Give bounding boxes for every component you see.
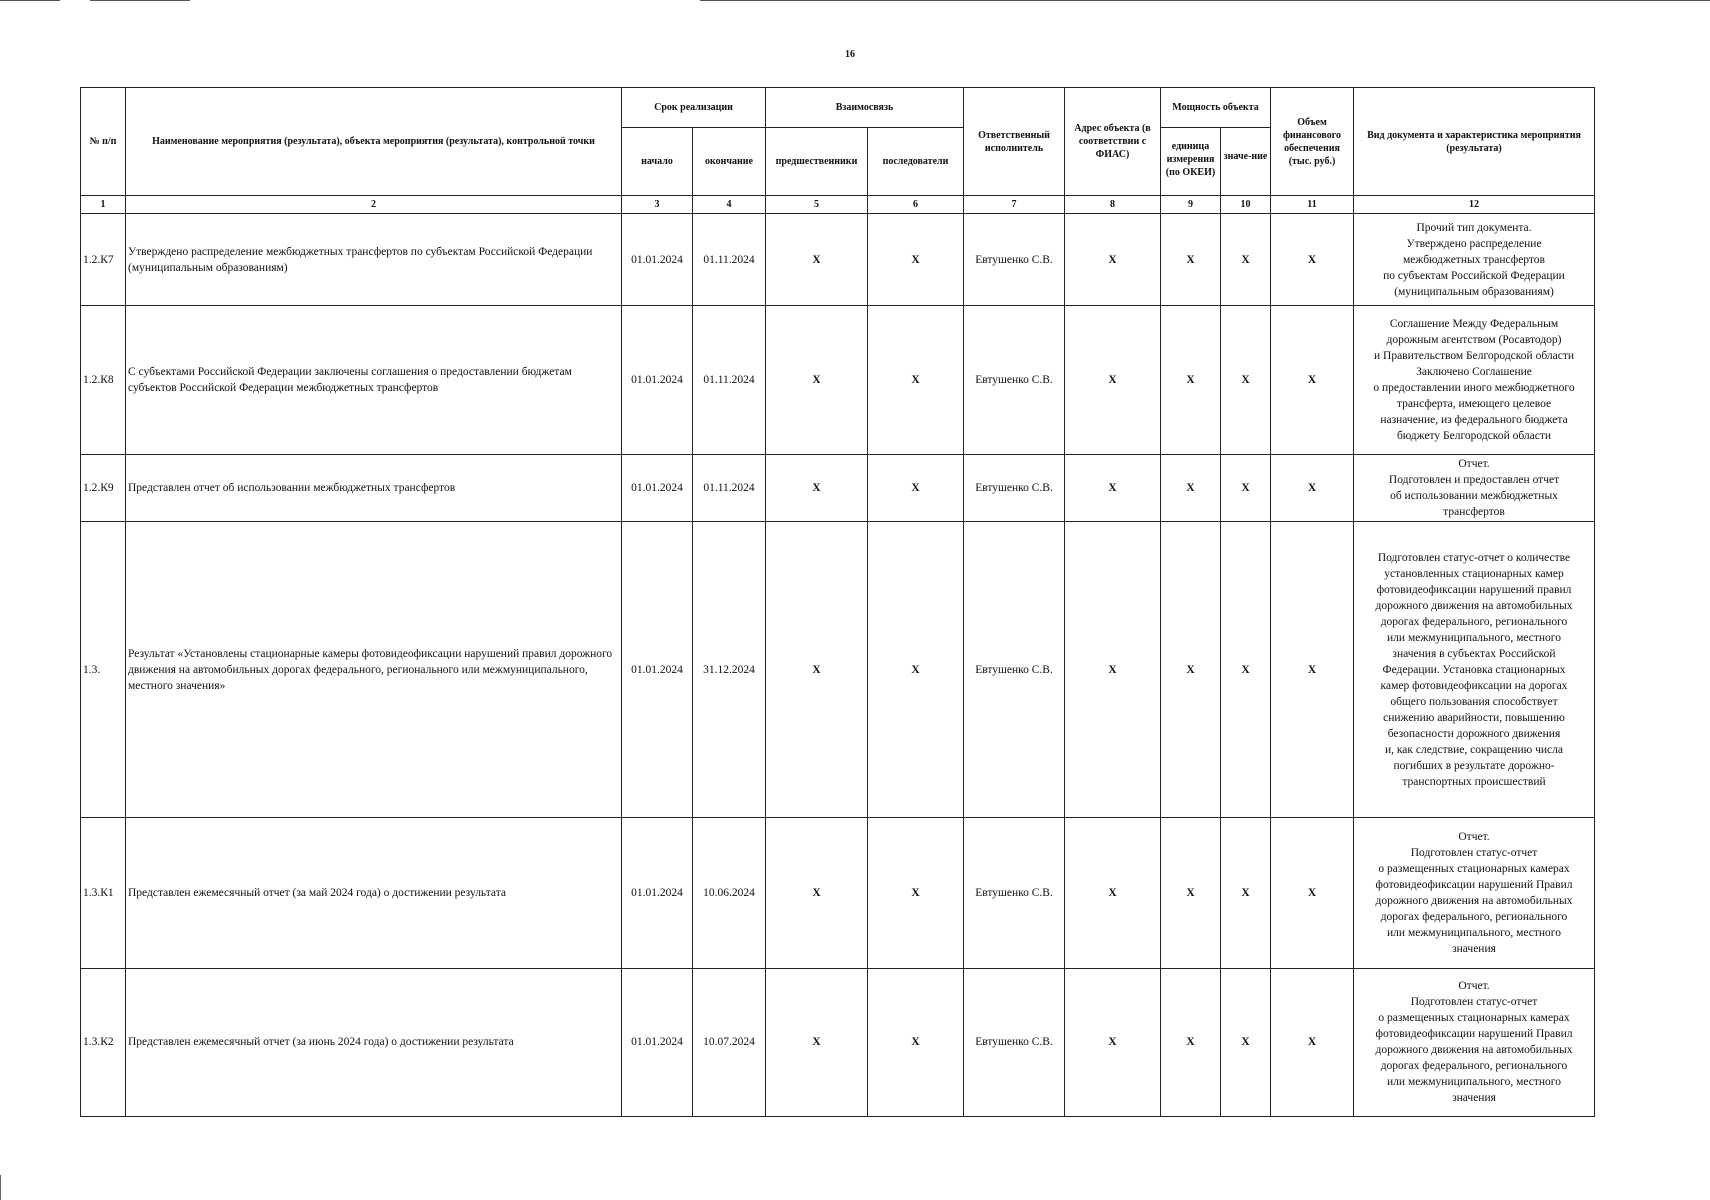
row-responsible: Евтушенко С.В. (964, 818, 1065, 968)
row-capacity-unit: X (1161, 214, 1221, 306)
row-capacity-value: X (1221, 818, 1271, 968)
row-responsible: Евтушенко С.В. (964, 968, 1065, 1116)
table-row (81, 521, 1595, 818)
row-predecessors: X (766, 968, 868, 1116)
row-successors: X (868, 454, 964, 521)
row-capacity-value: X (1221, 968, 1271, 1116)
row-successors: X (868, 214, 964, 306)
row-predecessors: X (766, 214, 868, 306)
header-capacity-unit: единица измерения (по ОКЕИ) (1161, 128, 1221, 196)
row-start-date: 01.01.2024 (622, 454, 693, 521)
row-code: 1.2.К7 (81, 214, 126, 306)
row-code: 1.3.К2 (81, 968, 126, 1116)
header-address: Адрес объекта (в соответствии с ФИАС) (1065, 88, 1161, 196)
row-predecessors: X (766, 454, 868, 521)
row-start-date: 01.01.2024 (622, 968, 693, 1116)
row-predecessors: X (766, 306, 868, 454)
row-code: 1.2.К8 (81, 306, 126, 454)
header-term-end: окончание (693, 128, 766, 196)
header-relation-pred: предшественники (766, 128, 868, 196)
header-relation-group: Взаимосвязь (766, 88, 964, 128)
row-responsible: Евтушенко С.В. (964, 454, 1065, 521)
row-finance: X (1271, 818, 1354, 968)
row-name: Представлен отчет об использовании межбюджетных трансфертов (126, 454, 622, 521)
row-end-date: 10.07.2024 (693, 968, 766, 1116)
row-name: Представлен ежемесячный отчет (за июнь 2024 года) о достижении результата (126, 968, 622, 1116)
header-finance: Объем финансового обеспечения (тыс. руб.) (1271, 88, 1354, 196)
header-capacity-value: значе-ние (1221, 128, 1271, 196)
row-capacity-unit: X (1161, 818, 1221, 968)
row-doc-description: Отчет. Подготовлен статус-отчет о размещенных стационарных камерах фотовидеофиксации нарушений Правил дорожного движения на автомобильных дорогах федерального, регионального или межмуниципального, местного значения (1354, 818, 1595, 968)
header-doc-type: Вид документа и характеристика мероприятия (результата) (1354, 88, 1595, 196)
row-finance: X (1271, 306, 1354, 454)
row-doc-description: Прочий тип документа. Утверждено распределение межбюджетных трансфертов по субъектам Российской Федерации (муниципальным образованиям) (1354, 214, 1595, 306)
row-end-date: 01.11.2024 (693, 454, 766, 521)
table-row (81, 214, 1595, 306)
row-start-date: 01.01.2024 (622, 306, 693, 454)
row-name: Представлен ежемесячный отчет (за май 2024 года) о достижении результата (126, 818, 622, 968)
row-capacity-unit: X (1161, 521, 1221, 818)
column-number: 1 (81, 196, 126, 214)
row-finance: X (1271, 214, 1354, 306)
row-finance: X (1271, 521, 1354, 818)
row-end-date: 10.06.2024 (693, 818, 766, 968)
row-name: Результат «Установлены стационарные камеры фотовидеофиксации нарушений правил дорожного движения на автомобильных дорогах федерального, регионального или межмуниципального, местного значения» (126, 521, 622, 818)
column-number: 6 (868, 196, 964, 214)
table-row (81, 306, 1595, 454)
column-number: 7 (964, 196, 1065, 214)
header-capacity-group: Мощность объекта (1161, 88, 1271, 128)
row-doc-description: Соглашение Между Федеральным дорожным агентством (Росавтодор) и Правительством Белгородской области Заключено Соглашение о предоставлении иного межбюджетного трансферта, имеющего целевое назначение, из федерального бюджета бюджету Белгородской области (1354, 306, 1595, 454)
row-predecessors: X (766, 521, 868, 818)
column-number: 9 (1161, 196, 1221, 214)
row-code: 1.3. (81, 521, 126, 818)
row-capacity-value: X (1221, 454, 1271, 521)
row-successors: X (868, 521, 964, 818)
table-row (81, 454, 1595, 521)
row-capacity-unit: X (1161, 454, 1221, 521)
row-address: X (1065, 306, 1161, 454)
scan-border-line (700, 0, 1710, 1)
row-doc-description: Отчет. Подготовлен статус-отчет о размещенных стационарных камерах фотовидеофиксации нарушений Правил дорожного движения на автомобильных дорогах федерального, регионального или межмуниципального, местного значения (1354, 968, 1595, 1116)
plan-table (80, 87, 1595, 1117)
row-responsible: Евтушенко С.В. (964, 521, 1065, 818)
row-end-date: 31.12.2024 (693, 521, 766, 818)
header-name: Наименование мероприятия (результата), объекта мероприятия (результата), контрольной точки (126, 88, 622, 196)
row-start-date: 01.01.2024 (622, 521, 693, 818)
row-start-date: 01.01.2024 (622, 818, 693, 968)
table-row (81, 818, 1595, 968)
row-capacity-unit: X (1161, 968, 1221, 1116)
header-responsible: Ответственный исполнитель (964, 88, 1065, 196)
row-successors: X (868, 306, 964, 454)
row-responsible: Евтушенко С.В. (964, 214, 1065, 306)
table-row (81, 968, 1595, 1116)
column-number: 5 (766, 196, 868, 214)
row-start-date: 01.01.2024 (622, 214, 693, 306)
column-number: 2 (126, 196, 622, 214)
column-number-row (81, 196, 1595, 214)
row-capacity-value: X (1221, 306, 1271, 454)
scan-border-line (90, 0, 190, 1)
row-successors: X (868, 818, 964, 968)
row-successors: X (868, 968, 964, 1116)
row-responsible: Евтушенко С.В. (964, 306, 1065, 454)
row-doc-description: Отчет. Подготовлен и предоставлен отчет об использовании межбюджетных трансфертов (1354, 454, 1595, 521)
header-relation-succ: последователи (868, 128, 964, 196)
row-address: X (1065, 521, 1161, 818)
column-number: 10 (1221, 196, 1271, 214)
row-code: 1.3.К1 (81, 818, 126, 968)
row-capacity-value: X (1221, 214, 1271, 306)
row-predecessors: X (766, 818, 868, 968)
column-number: 4 (693, 196, 766, 214)
page-number: 16 (845, 49, 855, 60)
row-code: 1.2.К9 (81, 454, 126, 521)
scan-border-line (0, 0, 60, 1)
column-number: 12 (1354, 196, 1595, 214)
row-finance: X (1271, 968, 1354, 1116)
row-capacity-unit: X (1161, 306, 1221, 454)
row-address: X (1065, 818, 1161, 968)
header-term-group: Срок реализации (622, 88, 766, 128)
header-row-top (81, 88, 1595, 128)
column-number: 11 (1271, 196, 1354, 214)
row-end-date: 01.11.2024 (693, 306, 766, 454)
header-term-start: начало (622, 128, 693, 196)
row-address: X (1065, 454, 1161, 521)
scan-edge-mark (0, 1175, 1, 1200)
column-number: 3 (622, 196, 693, 214)
row-doc-description: Подготовлен статус-отчет о количестве установленных стационарных камер фотовидеофиксации нарушений правил дорожного движения на автомобильных дорогах федерального, регионального или межмуниципального, местного значения в субъектах Российской Федерации. Установка стационарных камер фотовидеофиксации на дорогах общего пользования способствует снижению аварийности, повышению безопасности дорожного движения и, как следствие, сокращению числа погибших в результате дорожно- транспортных происшествий (1354, 521, 1595, 818)
header-num: № п/п (81, 88, 126, 196)
row-name: С субъектами Российской Федерации заключены соглашения о предоставлении бюджетам субъектов Российской Федерации межбюджетных трансфертов (126, 306, 622, 454)
column-number: 8 (1065, 196, 1161, 214)
row-capacity-value: X (1221, 521, 1271, 818)
row-address: X (1065, 968, 1161, 1116)
row-address: X (1065, 214, 1161, 306)
row-finance: X (1271, 454, 1354, 521)
row-end-date: 01.11.2024 (693, 214, 766, 306)
row-name: Утверждено распределение межбюджетных трансфертов по субъектам Российской Федерации (муниципальным образованиям) (126, 214, 622, 306)
